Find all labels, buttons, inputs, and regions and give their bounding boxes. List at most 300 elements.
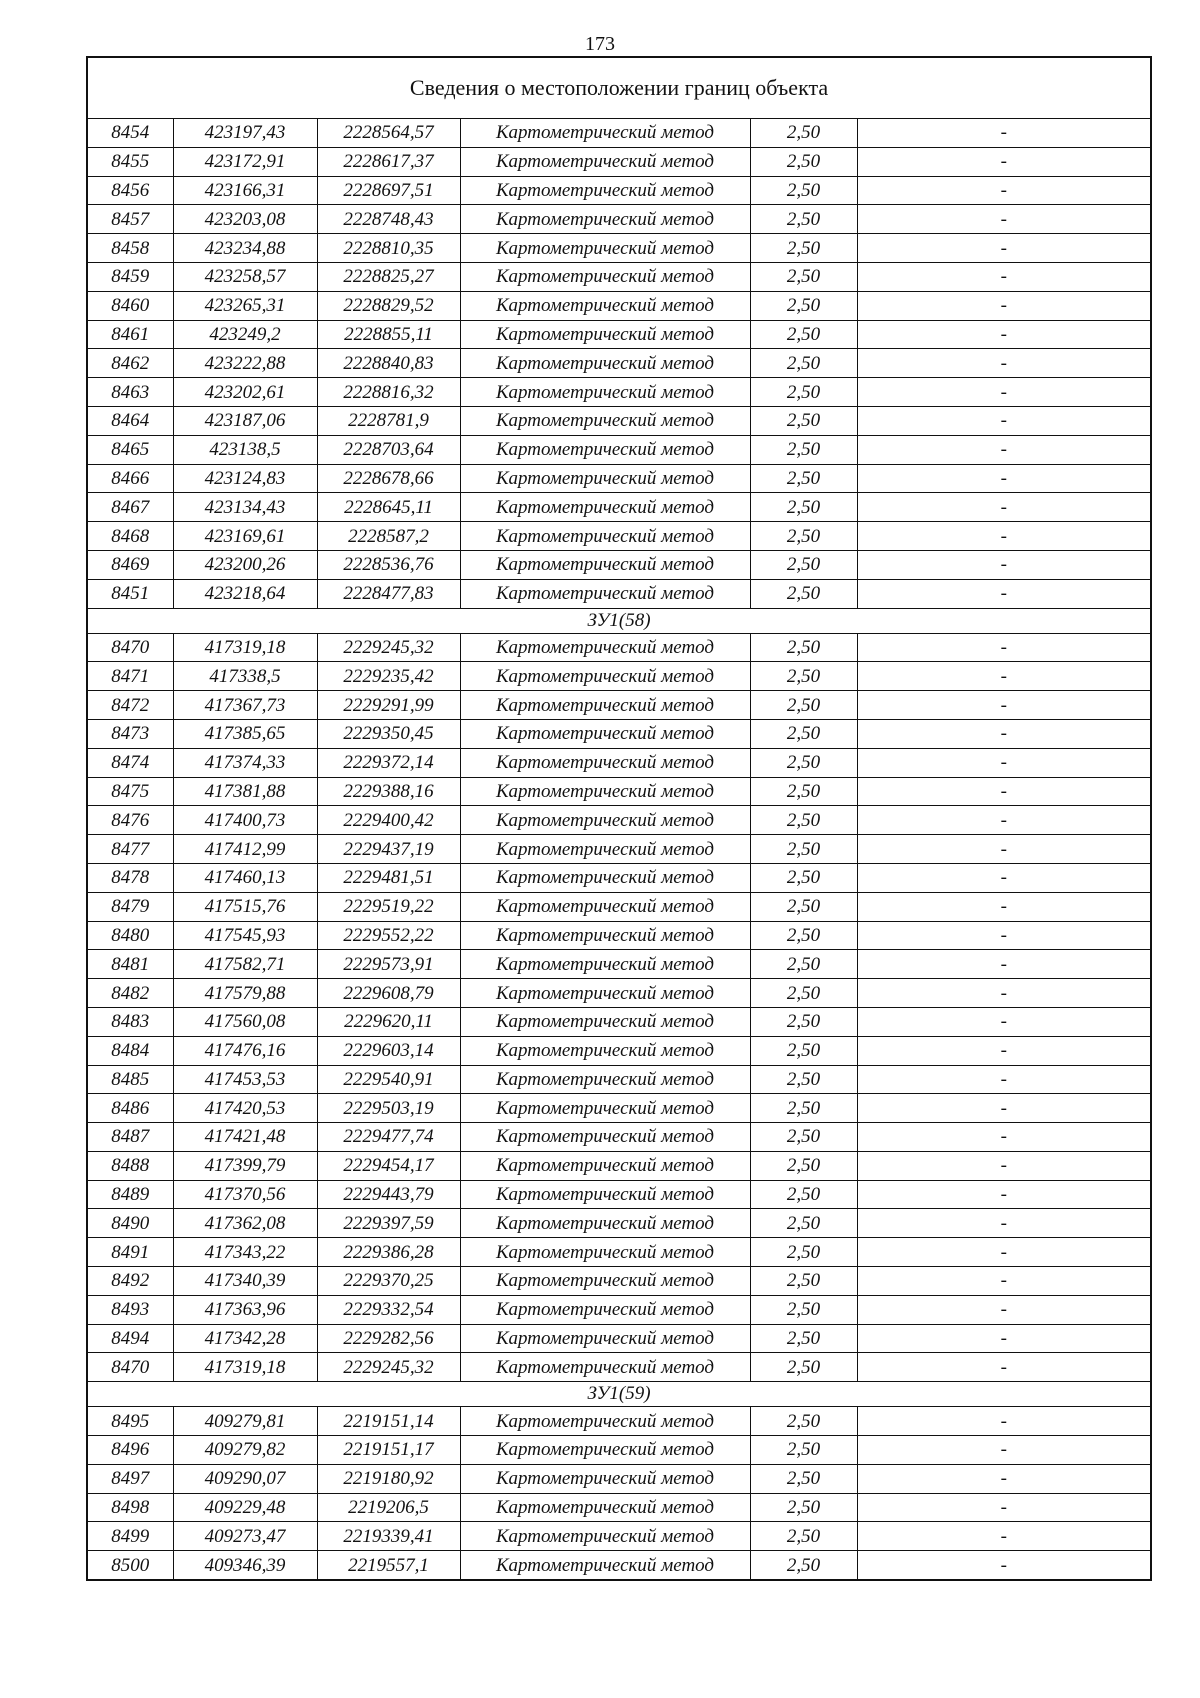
table-row	[87, 1065, 1151, 1094]
table-row	[87, 579, 1151, 608]
method-cell: Картометрический метод	[460, 1522, 750, 1551]
coord-x-cell: 417374,33	[173, 748, 317, 777]
accuracy-cell: 2,50	[750, 950, 857, 979]
accuracy-cell: 2,50	[750, 1238, 857, 1267]
table-row	[87, 1295, 1151, 1324]
coord-y-cell: 2228816,32	[317, 378, 460, 407]
coord-x-cell: 417476,16	[173, 1036, 317, 1065]
method-cell: Картометрический метод	[460, 950, 750, 979]
description-cell: -	[857, 1238, 1151, 1267]
point-number-cell: 8488	[87, 1151, 173, 1180]
description-cell: -	[857, 1464, 1151, 1493]
method-cell: Картометрический метод	[460, 633, 750, 662]
accuracy-cell: 2,50	[750, 550, 857, 579]
accuracy-cell: 2,50	[750, 234, 857, 263]
point-number-cell: 8484	[87, 1036, 173, 1065]
description-cell: -	[857, 119, 1151, 148]
table-row	[87, 493, 1151, 522]
table-row	[87, 234, 1151, 263]
point-number-cell: 8455	[87, 147, 173, 176]
point-number-cell: 8489	[87, 1180, 173, 1209]
coord-x-cell: 417399,79	[173, 1151, 317, 1180]
description-cell: -	[857, 522, 1151, 551]
accuracy-cell: 2,50	[750, 493, 857, 522]
description-cell: -	[857, 1209, 1151, 1238]
accuracy-cell: 2,50	[750, 719, 857, 748]
coord-x-cell: 417560,08	[173, 1007, 317, 1036]
table-row	[87, 262, 1151, 291]
coord-y-cell: 2229245,32	[317, 1353, 460, 1382]
method-cell: Картометрический метод	[460, 291, 750, 320]
method-cell: Картометрический метод	[460, 378, 750, 407]
accuracy-cell: 2,50	[750, 349, 857, 378]
method-cell: Картометрический метод	[460, 1180, 750, 1209]
point-number-cell: 8469	[87, 550, 173, 579]
coord-y-cell: 2228564,57	[317, 119, 460, 148]
coord-x-cell: 417340,39	[173, 1267, 317, 1296]
method-cell: Картометрический метод	[460, 662, 750, 691]
coord-x-cell: 417421,48	[173, 1123, 317, 1152]
accuracy-cell: 2,50	[750, 1209, 857, 1238]
coord-x-cell: 423172,91	[173, 147, 317, 176]
description-cell: -	[857, 979, 1151, 1008]
coord-y-cell: 2229503,19	[317, 1094, 460, 1123]
coord-y-cell: 2229608,79	[317, 979, 460, 1008]
method-cell: Картометрический метод	[460, 719, 750, 748]
coord-x-cell: 417319,18	[173, 1353, 317, 1382]
description-cell: -	[857, 863, 1151, 892]
table-row	[87, 176, 1151, 205]
coord-x-cell: 417515,76	[173, 892, 317, 921]
accuracy-cell: 2,50	[750, 522, 857, 551]
coord-y-cell: 2229603,14	[317, 1036, 460, 1065]
accuracy-cell: 2,50	[750, 633, 857, 662]
coord-y-cell: 2229443,79	[317, 1180, 460, 1209]
accuracy-cell: 2,50	[750, 119, 857, 148]
coord-x-cell: 423258,57	[173, 262, 317, 291]
accuracy-cell: 2,50	[750, 320, 857, 349]
coord-x-cell: 417545,93	[173, 921, 317, 950]
description-cell: -	[857, 147, 1151, 176]
description-cell: -	[857, 406, 1151, 435]
method-cell: Картометрический метод	[460, 1123, 750, 1152]
accuracy-cell: 2,50	[750, 1493, 857, 1522]
coord-x-cell: 417319,18	[173, 633, 317, 662]
description-cell: -	[857, 1151, 1151, 1180]
point-number-cell: 8461	[87, 320, 173, 349]
accuracy-cell: 2,50	[750, 777, 857, 806]
section-heading: ЗУ1(58)	[87, 608, 1151, 633]
method-cell: Картометрический метод	[460, 176, 750, 205]
point-number-cell: 8493	[87, 1295, 173, 1324]
coord-y-cell: 2219151,14	[317, 1407, 460, 1436]
method-cell: Картометрический метод	[460, 1295, 750, 1324]
description-cell: -	[857, 806, 1151, 835]
coord-y-cell: 2229350,45	[317, 719, 460, 748]
table-row	[87, 921, 1151, 950]
method-cell: Картометрический метод	[460, 1094, 750, 1123]
accuracy-cell: 2,50	[750, 1065, 857, 1094]
method-cell: Картометрический метод	[460, 863, 750, 892]
coord-y-cell: 2228810,35	[317, 234, 460, 263]
point-number-cell: 8463	[87, 378, 173, 407]
point-number-cell: 8470	[87, 1353, 173, 1382]
coord-x-cell: 423234,88	[173, 234, 317, 263]
point-number-cell: 8472	[87, 691, 173, 720]
method-cell: Картометрический метод	[460, 1007, 750, 1036]
method-cell: Картометрический метод	[460, 835, 750, 864]
table-row	[87, 464, 1151, 493]
method-cell: Картометрический метод	[460, 1493, 750, 1522]
point-number-cell: 8466	[87, 464, 173, 493]
coord-x-cell: 409273,47	[173, 1522, 317, 1551]
point-number-cell: 8473	[87, 719, 173, 748]
description-cell: -	[857, 291, 1151, 320]
accuracy-cell: 2,50	[750, 291, 857, 320]
coord-y-cell: 2229291,99	[317, 691, 460, 720]
accuracy-cell: 2,50	[750, 806, 857, 835]
point-number-cell: 8467	[87, 493, 173, 522]
table-row	[87, 406, 1151, 435]
section-heading: ЗУ1(59)	[87, 1382, 1151, 1407]
table-row	[87, 320, 1151, 349]
table-row	[87, 205, 1151, 234]
point-number-cell: 8468	[87, 522, 173, 551]
table-row	[87, 1094, 1151, 1123]
accuracy-cell: 2,50	[750, 435, 857, 464]
point-number-cell: 8476	[87, 806, 173, 835]
table-row	[87, 719, 1151, 748]
table-row	[87, 1324, 1151, 1353]
coord-x-cell: 423249,2	[173, 320, 317, 349]
table-row	[87, 633, 1151, 662]
method-cell: Картометрический метод	[460, 579, 750, 608]
point-number-cell: 8451	[87, 579, 173, 608]
table-row	[87, 1353, 1151, 1382]
table-row	[87, 1209, 1151, 1238]
description-cell: -	[857, 205, 1151, 234]
coord-y-cell: 2229282,56	[317, 1324, 460, 1353]
section-heading-row	[87, 1382, 1151, 1407]
accuracy-cell: 2,50	[750, 1551, 857, 1580]
description-cell: -	[857, 378, 1151, 407]
point-number-cell: 8465	[87, 435, 173, 464]
accuracy-cell: 2,50	[750, 464, 857, 493]
section-heading-row	[87, 608, 1151, 633]
coord-y-cell: 2228678,66	[317, 464, 460, 493]
coord-y-cell: 2229245,32	[317, 633, 460, 662]
table-row	[87, 777, 1151, 806]
accuracy-cell: 2,50	[750, 1522, 857, 1551]
description-cell: -	[857, 1353, 1151, 1382]
table-row	[87, 378, 1151, 407]
table-row	[87, 522, 1151, 551]
description-cell: -	[857, 748, 1151, 777]
coord-x-cell: 417460,13	[173, 863, 317, 892]
description-cell: -	[857, 950, 1151, 979]
point-number-cell: 8477	[87, 835, 173, 864]
coord-y-cell: 2228855,11	[317, 320, 460, 349]
description-cell: -	[857, 234, 1151, 263]
point-number-cell: 8494	[87, 1324, 173, 1353]
point-number-cell: 8495	[87, 1407, 173, 1436]
table-row	[87, 691, 1151, 720]
description-cell: -	[857, 550, 1151, 579]
coord-y-cell: 2229573,91	[317, 950, 460, 979]
table-row	[87, 950, 1151, 979]
coord-x-cell: 417370,56	[173, 1180, 317, 1209]
point-number-cell: 8460	[87, 291, 173, 320]
method-cell: Картометрический метод	[460, 1324, 750, 1353]
table-row	[87, 550, 1151, 579]
method-cell: Картометрический метод	[460, 1238, 750, 1267]
coord-x-cell: 409346,39	[173, 1551, 317, 1580]
point-number-cell: 8454	[87, 119, 173, 148]
point-number-cell: 8458	[87, 234, 173, 263]
accuracy-cell: 2,50	[750, 406, 857, 435]
description-cell: -	[857, 1436, 1151, 1465]
table-title-row	[87, 57, 1151, 119]
method-cell: Картометрический метод	[460, 349, 750, 378]
method-cell: Картометрический метод	[460, 1407, 750, 1436]
point-number-cell: 8480	[87, 921, 173, 950]
coord-y-cell: 2228536,76	[317, 550, 460, 579]
accuracy-cell: 2,50	[750, 1324, 857, 1353]
table-row	[87, 806, 1151, 835]
method-cell: Картометрический метод	[460, 921, 750, 950]
description-cell: -	[857, 921, 1151, 950]
coord-x-cell: 409279,82	[173, 1436, 317, 1465]
point-number-cell: 8464	[87, 406, 173, 435]
point-number-cell: 8471	[87, 662, 173, 691]
point-number-cell: 8481	[87, 950, 173, 979]
point-number-cell: 8470	[87, 633, 173, 662]
table-row	[87, 1180, 1151, 1209]
method-cell: Картометрический метод	[460, 892, 750, 921]
accuracy-cell: 2,50	[750, 662, 857, 691]
accuracy-cell: 2,50	[750, 1267, 857, 1296]
coord-y-cell: 2229386,28	[317, 1238, 460, 1267]
accuracy-cell: 2,50	[750, 1436, 857, 1465]
coord-y-cell: 2219206,5	[317, 1493, 460, 1522]
description-cell: -	[857, 1295, 1151, 1324]
method-cell: Картометрический метод	[460, 1551, 750, 1580]
point-number-cell: 8479	[87, 892, 173, 921]
table-title: Сведения о местоположении границ объекта	[87, 57, 1151, 119]
point-number-cell: 8474	[87, 748, 173, 777]
method-cell: Картометрический метод	[460, 806, 750, 835]
boundary-coordinates-table	[86, 56, 1152, 1581]
description-cell: -	[857, 691, 1151, 720]
table-row	[87, 1007, 1151, 1036]
point-number-cell: 8462	[87, 349, 173, 378]
coord-y-cell: 2219180,92	[317, 1464, 460, 1493]
description-cell: -	[857, 176, 1151, 205]
method-cell: Картометрический метод	[460, 262, 750, 291]
coord-x-cell: 423166,31	[173, 176, 317, 205]
method-cell: Картометрический метод	[460, 1436, 750, 1465]
point-number-cell: 8483	[87, 1007, 173, 1036]
coord-x-cell: 423187,06	[173, 406, 317, 435]
coord-y-cell: 2229397,59	[317, 1209, 460, 1238]
method-cell: Картометрический метод	[460, 1036, 750, 1065]
coord-x-cell: 423222,88	[173, 349, 317, 378]
description-cell: -	[857, 892, 1151, 921]
coord-x-cell: 409290,07	[173, 1464, 317, 1493]
description-cell: -	[857, 835, 1151, 864]
description-cell: -	[857, 1123, 1151, 1152]
coord-y-cell: 2228825,27	[317, 262, 460, 291]
accuracy-cell: 2,50	[750, 205, 857, 234]
table-row	[87, 147, 1151, 176]
accuracy-cell: 2,50	[750, 979, 857, 1008]
coord-y-cell: 2228703,64	[317, 435, 460, 464]
coord-y-cell: 2229454,17	[317, 1151, 460, 1180]
accuracy-cell: 2,50	[750, 378, 857, 407]
coord-y-cell: 2219557,1	[317, 1551, 460, 1580]
coord-x-cell: 423124,83	[173, 464, 317, 493]
method-cell: Картометрический метод	[460, 979, 750, 1008]
coord-y-cell: 2228781,9	[317, 406, 460, 435]
coord-y-cell: 2229620,11	[317, 1007, 460, 1036]
point-number-cell: 8497	[87, 1464, 173, 1493]
page-number: 173	[585, 33, 615, 55]
coord-y-cell: 2219151,17	[317, 1436, 460, 1465]
coord-y-cell: 2219339,41	[317, 1522, 460, 1551]
coord-x-cell: 417343,22	[173, 1238, 317, 1267]
accuracy-cell: 2,50	[750, 1180, 857, 1209]
coord-y-cell: 2229552,22	[317, 921, 460, 950]
method-cell: Картометрический метод	[460, 1209, 750, 1238]
coord-y-cell: 2228477,83	[317, 579, 460, 608]
method-cell: Картометрический метод	[460, 1353, 750, 1382]
coord-y-cell: 2228840,83	[317, 349, 460, 378]
point-number-cell: 8487	[87, 1123, 173, 1152]
method-cell: Картометрический метод	[460, 777, 750, 806]
table-row	[87, 291, 1151, 320]
coord-y-cell: 2229437,19	[317, 835, 460, 864]
table-row	[87, 1036, 1151, 1065]
method-cell: Картометрический метод	[460, 320, 750, 349]
table-row	[87, 1123, 1151, 1152]
table-row	[87, 863, 1151, 892]
table-row	[87, 1267, 1151, 1296]
coord-y-cell: 2228829,52	[317, 291, 460, 320]
description-cell: -	[857, 1324, 1151, 1353]
table-row	[87, 1151, 1151, 1180]
point-number-cell: 8486	[87, 1094, 173, 1123]
method-cell: Картометрический метод	[460, 435, 750, 464]
method-cell: Картометрический метод	[460, 234, 750, 263]
table-row	[87, 349, 1151, 378]
coord-x-cell: 417367,73	[173, 691, 317, 720]
description-cell: -	[857, 1267, 1151, 1296]
accuracy-cell: 2,50	[750, 262, 857, 291]
point-number-cell: 8498	[87, 1493, 173, 1522]
table-row	[87, 1436, 1151, 1465]
coord-x-cell: 423169,61	[173, 522, 317, 551]
accuracy-cell: 2,50	[750, 1151, 857, 1180]
coord-x-cell: 423200,26	[173, 550, 317, 579]
method-cell: Картометрический метод	[460, 406, 750, 435]
description-cell: -	[857, 1180, 1151, 1209]
description-cell: -	[857, 633, 1151, 662]
coord-y-cell: 2228617,37	[317, 147, 460, 176]
coord-x-cell: 423218,64	[173, 579, 317, 608]
description-cell: -	[857, 435, 1151, 464]
description-cell: -	[857, 662, 1151, 691]
method-cell: Картометрический метод	[460, 493, 750, 522]
point-number-cell: 8485	[87, 1065, 173, 1094]
description-cell: -	[857, 1522, 1151, 1551]
method-cell: Картометрический метод	[460, 464, 750, 493]
accuracy-cell: 2,50	[750, 1464, 857, 1493]
accuracy-cell: 2,50	[750, 176, 857, 205]
coord-x-cell: 423203,08	[173, 205, 317, 234]
point-number-cell: 8475	[87, 777, 173, 806]
coord-x-cell: 423202,61	[173, 378, 317, 407]
coord-y-cell: 2229477,74	[317, 1123, 460, 1152]
coord-x-cell: 417400,73	[173, 806, 317, 835]
coord-x-cell: 417453,53	[173, 1065, 317, 1094]
coord-y-cell: 2229481,51	[317, 863, 460, 892]
description-cell: -	[857, 1007, 1151, 1036]
coord-y-cell: 2229388,16	[317, 777, 460, 806]
accuracy-cell: 2,50	[750, 921, 857, 950]
method-cell: Картометрический метод	[460, 748, 750, 777]
coord-x-cell: 423138,5	[173, 435, 317, 464]
description-cell: -	[857, 1065, 1151, 1094]
coord-y-cell: 2228587,2	[317, 522, 460, 551]
table-row	[87, 1493, 1151, 1522]
description-cell: -	[857, 349, 1151, 378]
accuracy-cell: 2,50	[750, 147, 857, 176]
description-cell: -	[857, 719, 1151, 748]
table-row	[87, 1522, 1151, 1551]
coord-x-cell: 409279,81	[173, 1407, 317, 1436]
description-cell: -	[857, 1094, 1151, 1123]
coord-x-cell: 417381,88	[173, 777, 317, 806]
coord-x-cell: 423265,31	[173, 291, 317, 320]
accuracy-cell: 2,50	[750, 748, 857, 777]
table-row	[87, 1238, 1151, 1267]
method-cell: Картометрический метод	[460, 691, 750, 720]
method-cell: Картометрический метод	[460, 522, 750, 551]
coord-y-cell: 2228697,51	[317, 176, 460, 205]
coord-x-cell: 417342,28	[173, 1324, 317, 1353]
coord-y-cell: 2229540,91	[317, 1065, 460, 1094]
description-cell: -	[857, 1036, 1151, 1065]
coord-x-cell: 417362,08	[173, 1209, 317, 1238]
method-cell: Картометрический метод	[460, 1151, 750, 1180]
accuracy-cell: 2,50	[750, 835, 857, 864]
coord-y-cell: 2229519,22	[317, 892, 460, 921]
coord-y-cell: 2229235,42	[317, 662, 460, 691]
accuracy-cell: 2,50	[750, 1123, 857, 1152]
coord-x-cell: 423197,43	[173, 119, 317, 148]
table-row	[87, 1464, 1151, 1493]
point-number-cell: 8492	[87, 1267, 173, 1296]
accuracy-cell: 2,50	[750, 1036, 857, 1065]
point-number-cell: 8456	[87, 176, 173, 205]
method-cell: Картометрический метод	[460, 119, 750, 148]
description-cell: -	[857, 493, 1151, 522]
method-cell: Картометрический метод	[460, 205, 750, 234]
coord-y-cell: 2229372,14	[317, 748, 460, 777]
table-body	[87, 119, 1151, 1581]
table-row	[87, 835, 1151, 864]
coord-x-cell: 417420,53	[173, 1094, 317, 1123]
